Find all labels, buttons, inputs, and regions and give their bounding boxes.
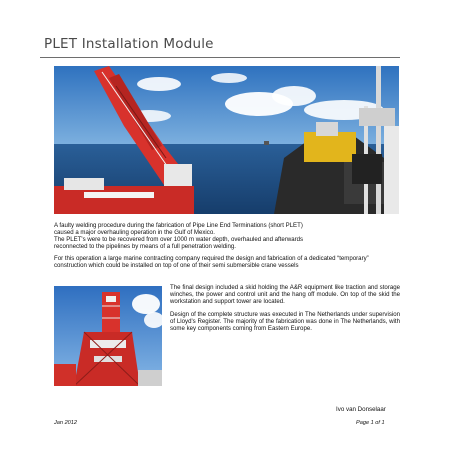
footer-page-number: Page 1 of 1: [356, 420, 385, 426]
operation-paragraph: For this operation a large marine contracting company required the design and fabrication of a dedicated “temporary” construction which could be installed on top of one of their semi submersible crane vessels: [54, 255, 369, 270]
design-paragraph: The final design included a skid holding the A&R equipment like traction and storage winches, the power and control unit and the hang off module. On top of the skid the workstation and support tower are located.: [170, 284, 400, 306]
intro-line: reconnected to the pipelines by means of a full penetration welding.: [54, 243, 236, 251]
footer-date: Jan 2012: [54, 420, 78, 426]
support-tower-photo: [54, 286, 162, 386]
author-name: Ivo van Donselaar: [336, 406, 386, 413]
title-divider: [40, 57, 400, 58]
document-title: PLET Installation Module: [44, 36, 214, 52]
crane-vessel-photo: [54, 66, 399, 214]
intro-paragraph: [54, 222, 402, 250]
intro-line: A faulty welding procedure during the fabrication of Pipe Line End Terminations (short PLET): [54, 222, 303, 229]
intro-line: caused a major overhauling operation in the Gulf of Mexico.: [54, 229, 215, 237]
fabrication-paragraph: Design of the complete structure was executed in The Netherlands under supervision of Lloyd's Register. The majority of the fabrication was done in The Netherlands, with some key components coming from Eastern Europe.: [170, 311, 400, 333]
intro-line: The PLET's were to be recovered from over 1000 m water depth, overhauled and afterwards: [54, 236, 304, 244]
design-text-block: [170, 284, 400, 339]
